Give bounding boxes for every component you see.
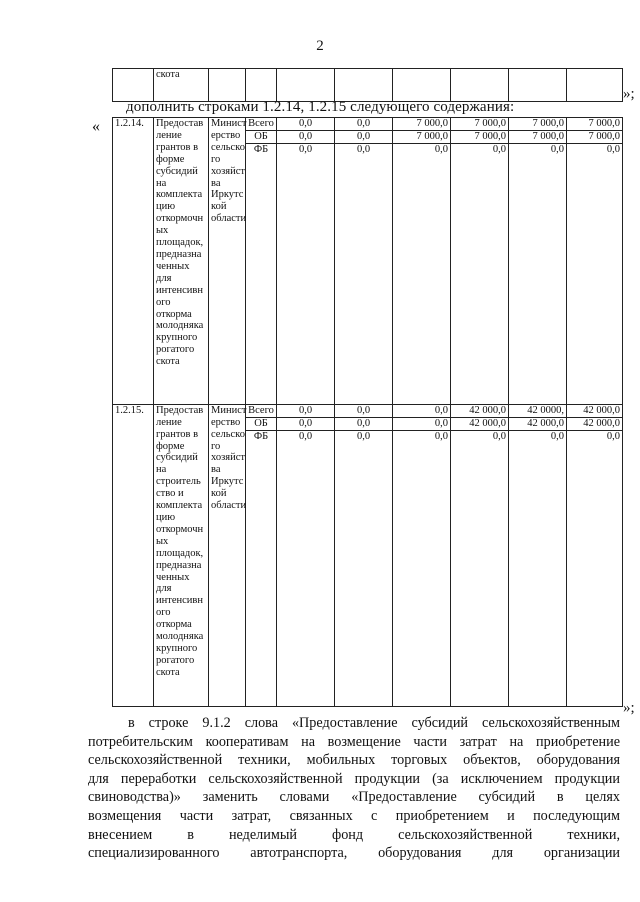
executor-line: ва bbox=[211, 177, 221, 189]
paragraph-line: в строке 9.1.2 слова «Предоставление субсидий сельскохозяйственным bbox=[128, 715, 620, 731]
amount-cell: 42 000,0 bbox=[567, 404, 623, 417]
executor-line: Иркутс bbox=[211, 476, 244, 488]
intro-text: дополнить строками 1.2.14, 1.2.15 следующего содержания: bbox=[126, 99, 515, 115]
row-description bbox=[154, 118, 209, 405]
description-line: форме bbox=[156, 153, 185, 165]
amount-cell: 7 000,0 bbox=[393, 118, 451, 131]
amount-cell: 42 000,0 bbox=[451, 404, 509, 417]
table-row bbox=[113, 118, 623, 131]
paragraph-line: сельскохозяйственной техники, мобильных торговых объектов, оборудования bbox=[88, 752, 620, 769]
description-line: грантов в bbox=[156, 141, 199, 153]
paragraph-line: специализированного автотранспорта, оборудования для организации bbox=[88, 845, 620, 862]
description-line: скота bbox=[156, 356, 180, 368]
description-line: Предостав bbox=[156, 118, 204, 129]
description-line: ство и bbox=[156, 488, 184, 500]
description-line: ченных bbox=[156, 260, 190, 272]
description-line: субсидий bbox=[156, 452, 198, 464]
row-executor bbox=[209, 118, 246, 405]
paragraph-line: потребительским кооперативам на возмещение части затрат на приобретение bbox=[88, 733, 620, 750]
funding-source-label: ФБ bbox=[246, 430, 277, 706]
description-line: ление bbox=[156, 416, 182, 428]
amount-cell: 42 000,0 bbox=[509, 417, 567, 430]
amount-cell: 0,0 bbox=[451, 143, 509, 404]
executor-line: го bbox=[211, 440, 221, 452]
amendment-paragraph bbox=[88, 714, 620, 863]
paragraph-line: внесением в неделимый фонд сельскохозяйственной техники, bbox=[88, 826, 620, 843]
description-line: ого bbox=[156, 607, 171, 619]
row-code: 1.2.15. bbox=[113, 404, 154, 706]
description-line: цию bbox=[156, 511, 176, 523]
description-line: субсидий bbox=[156, 165, 198, 177]
description-line: интенсивн bbox=[156, 595, 203, 607]
description-line: рогатого bbox=[156, 654, 195, 666]
paragraph-line: возмещения части затрат, связанных с приобретением и последующим bbox=[88, 807, 620, 824]
amount-cell: 7 000,0 bbox=[567, 118, 623, 131]
description-line: ление bbox=[156, 129, 182, 141]
amount-cell: 42 0000, bbox=[509, 404, 567, 417]
amount-cell: 0,0 bbox=[335, 118, 393, 131]
amount-cell: 0,0 bbox=[277, 404, 335, 417]
description-line: ченных bbox=[156, 571, 190, 583]
executor-line: кой bbox=[211, 488, 227, 500]
amount-cell: 0,0 bbox=[335, 143, 393, 404]
subsidy-table bbox=[112, 117, 623, 707]
amount-cell: 0,0 bbox=[393, 430, 451, 706]
previous-table-fragment bbox=[112, 68, 623, 102]
executor-line: кой bbox=[211, 201, 227, 213]
amount-cell: 0,0 bbox=[277, 130, 335, 143]
amount-cell: 0,0 bbox=[335, 417, 393, 430]
executor-line: хозяйст bbox=[211, 165, 245, 177]
prev-table-cell: скота bbox=[154, 69, 209, 102]
funding-source-label: ОБ bbox=[246, 130, 277, 143]
description-line: откорма bbox=[156, 308, 192, 320]
description-line: Предостав bbox=[156, 404, 204, 416]
amount-cell: 0,0 bbox=[451, 430, 509, 706]
funding-source-label: Всего bbox=[246, 118, 277, 131]
description-line: интенсивн bbox=[156, 284, 203, 296]
amount-cell: 7 000,0 bbox=[509, 118, 567, 131]
executor-line: Минист bbox=[211, 118, 247, 129]
description-line: скота bbox=[156, 666, 180, 678]
amount-cell: 7 000,0 bbox=[451, 130, 509, 143]
description-line: ого bbox=[156, 296, 171, 308]
quote-open: « bbox=[92, 118, 100, 135]
executor-line: ерство bbox=[211, 416, 241, 428]
amount-cell: 7 000,0 bbox=[567, 130, 623, 143]
page-number: 2 bbox=[316, 38, 324, 54]
description-line: крупного bbox=[156, 332, 198, 344]
description-line: молодняка bbox=[156, 631, 204, 643]
description-line: откорма bbox=[156, 619, 192, 631]
description-line: для bbox=[156, 272, 172, 284]
executor-line: хозяйст bbox=[211, 452, 245, 464]
amount-cell: 7 000,0 bbox=[393, 130, 451, 143]
description-line: на bbox=[156, 177, 167, 189]
executor-line: Минист bbox=[211, 404, 247, 416]
amount-cell: 0,0 bbox=[335, 430, 393, 706]
executor-line: области bbox=[211, 213, 247, 225]
executor-line: Иркутс bbox=[211, 189, 244, 201]
amount-cell: 42 000,0 bbox=[451, 417, 509, 430]
amount-cell: 0,0 bbox=[509, 143, 567, 404]
amount-cell: 0,0 bbox=[567, 143, 623, 404]
description-line: площадок, bbox=[156, 237, 204, 249]
amount-cell: 0,0 bbox=[393, 404, 451, 417]
table-row bbox=[113, 404, 623, 417]
paragraph-line: для переработки сельскохозяйственной продукции (за исключением продукции bbox=[88, 770, 620, 787]
row-code: 1.2.14. bbox=[113, 118, 154, 405]
amount-cell: 0,0 bbox=[277, 118, 335, 131]
description-line: площадок, bbox=[156, 547, 204, 559]
funding-source-label: Всего bbox=[246, 404, 277, 417]
description-line: грантов в bbox=[156, 428, 199, 440]
executor-line: области bbox=[211, 500, 247, 512]
executor-line: сельско bbox=[211, 141, 245, 153]
description-line: предназна bbox=[156, 559, 202, 571]
executor-line: сельско bbox=[211, 428, 245, 440]
executor-line: ерство bbox=[211, 129, 241, 141]
amount-cell: 0,0 bbox=[393, 417, 451, 430]
executor-line: го bbox=[211, 153, 221, 165]
description-line: комплекта bbox=[156, 189, 203, 201]
amount-cell: 0,0 bbox=[567, 430, 623, 706]
amount-cell: 0,0 bbox=[335, 130, 393, 143]
description-line: откормочн bbox=[156, 213, 204, 225]
description-line: молодняка bbox=[156, 320, 204, 332]
amount-cell: 0,0 bbox=[277, 430, 335, 706]
executor-line: ва bbox=[211, 464, 221, 476]
amount-cell: 0,0 bbox=[509, 430, 567, 706]
description-line: цию bbox=[156, 201, 176, 213]
row-description bbox=[154, 404, 209, 706]
amount-cell: 42 000,0 bbox=[567, 417, 623, 430]
row-executor bbox=[209, 404, 246, 706]
paragraph-line: свиноводства)» заменить словами «Предоставление субсидий в целях bbox=[88, 789, 620, 806]
amount-cell: 7 000,0 bbox=[509, 130, 567, 143]
description-line: ых bbox=[156, 225, 169, 237]
description-line: на bbox=[156, 464, 167, 476]
amount-cell: 7 000,0 bbox=[451, 118, 509, 131]
description-line: предназна bbox=[156, 248, 202, 260]
description-line: комплекта bbox=[156, 500, 203, 512]
amount-cell: 0,0 bbox=[393, 143, 451, 404]
description-line: ых bbox=[156, 535, 169, 547]
description-line: форме bbox=[156, 440, 185, 452]
prev-table-closing: »; bbox=[623, 86, 635, 102]
description-line: строитель bbox=[156, 476, 201, 488]
description-line: рогатого bbox=[156, 344, 195, 356]
amount-cell: 0,0 bbox=[335, 404, 393, 417]
amount-cell: 0,0 bbox=[277, 143, 335, 404]
funding-source-label: ОБ bbox=[246, 417, 277, 430]
description-line: для bbox=[156, 583, 172, 595]
amount-cell: 0,0 bbox=[277, 417, 335, 430]
table-closing: »; bbox=[623, 700, 635, 716]
funding-source-label: ФБ bbox=[246, 143, 277, 404]
description-line: откормочн bbox=[156, 523, 204, 535]
description-line: крупного bbox=[156, 642, 198, 654]
